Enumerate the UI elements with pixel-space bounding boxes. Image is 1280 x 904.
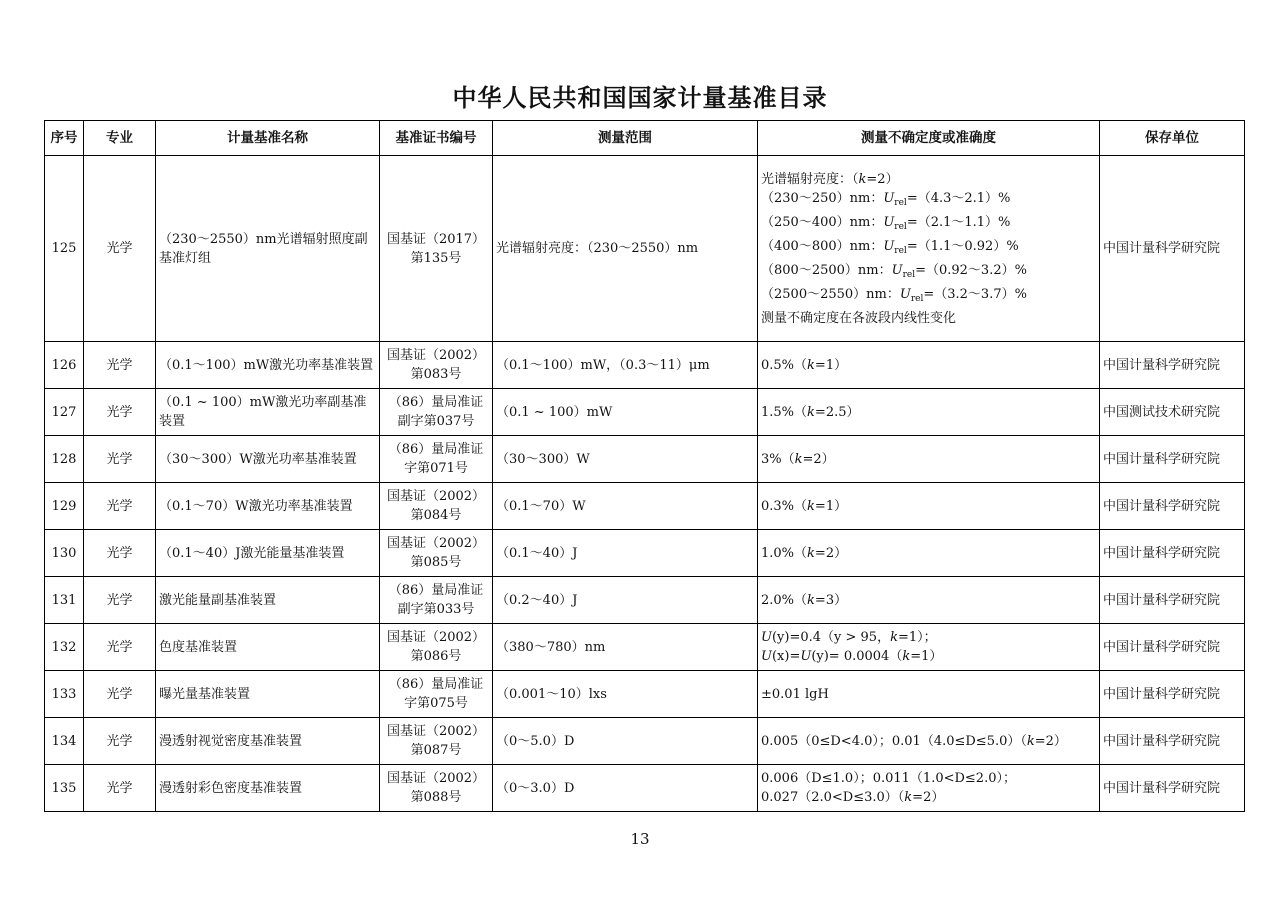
header-name: 计量基准名称 — [156, 121, 380, 156]
cell-no: 131 — [45, 577, 84, 624]
table-row — [45, 389, 1245, 436]
table-row — [45, 671, 1245, 718]
cell-uncertainty — [758, 389, 1100, 436]
header-cert: 基准证书编号 — [380, 121, 493, 156]
cell-name: （0.1～40）J激光能量基准装置 — [156, 530, 380, 577]
table-row — [45, 530, 1245, 577]
page-number: 13 — [630, 830, 650, 848]
cell-field: 光学 — [84, 671, 156, 718]
cell-uncertainty — [758, 577, 1100, 624]
standards-table — [44, 120, 1245, 812]
cell-cert: 国基证（2002）第088号 — [380, 765, 493, 812]
cell-range: （0.001～10）lxs — [493, 671, 758, 718]
cell-name: 曝光量基准装置 — [156, 671, 380, 718]
cell-no: 130 — [45, 530, 84, 577]
table-row — [45, 624, 1245, 671]
cell-range: （0～3.0）D — [493, 765, 758, 812]
cell-field: 光学 — [84, 389, 156, 436]
cell-name: 漫透射视觉密度基准装置 — [156, 718, 380, 765]
cell-no: 126 — [45, 342, 84, 389]
cell-uncertainty — [758, 671, 1100, 718]
cell-name: （0.1～100）mW激光功率基准装置 — [156, 342, 380, 389]
cell-uncertainty — [758, 624, 1100, 671]
uncertainty-line: （400～800）nm：$U_{rel}=(1.1\sim 0.92)\%$ — [761, 238, 1019, 256]
cell-range: （380～780）nm — [493, 624, 758, 671]
uncertainty-line: （2500～2550）nm：$U_{rel}=(3.2\sim 3.7)\%$ — [761, 286, 1027, 304]
cell-cert: （86）量局准证副字第037号 — [380, 389, 493, 436]
cell-uncertainty — [758, 765, 1100, 812]
cell-unit: 中国计量科学研究院 — [1100, 765, 1245, 812]
header-range: 测量范围 — [493, 121, 758, 156]
cell-cert: 国基证（2002）第087号 — [380, 718, 493, 765]
cell-cert: 国基证（2017）第135号 — [380, 156, 493, 342]
uncertainty-line: （250～400）nm：$U_{rel}=(2.1\sim 1.1)\%$ — [761, 214, 1011, 232]
cell-name: （0.1 ~ 100）mW激光功率副基准装置 — [156, 389, 380, 436]
cell-cert: （86）量局准证字第075号 — [380, 671, 493, 718]
cell-uncertainty — [758, 483, 1100, 530]
uncertainty-line: 0.027（2.0<D≤3.0）（k=2） — [761, 790, 945, 805]
cell-no: 133 — [45, 671, 84, 718]
table-row — [45, 156, 1245, 342]
cell-uncertainty — [758, 530, 1100, 577]
uncertainty-line: （230～250）nm：$U_{rel}=(4.3\sim 2.1)\%$ — [761, 190, 1011, 208]
cell-range: 光谱辐射亮度：（230～2550）nm — [493, 156, 758, 342]
cell-uncertainty — [758, 156, 1100, 342]
uncertainty-line: 测量不确定度在各波段内线性变化 — [761, 310, 957, 326]
cell-name: 激光能量副基准装置 — [156, 577, 380, 624]
uncertainty-line: （800～2500）nm：$U_{rel}=(0.92\sim 3.2)\%$ — [761, 262, 1027, 280]
cell-range: （0.1～100）mW，（0.3～11）μm — [493, 342, 758, 389]
cell-unit: 中国计量科学研究院 — [1100, 483, 1245, 530]
cell-name: 色度基准装置 — [156, 624, 380, 671]
cell-cert: 国基证（2002）第085号 — [380, 530, 493, 577]
cell-cert: 国基证（2002）第083号 — [380, 342, 493, 389]
page-title: 中华人民共和国国家计量基准目录 — [452, 84, 828, 112]
cell-cert: （86）量局准证字第071号 — [380, 436, 493, 483]
cell-unit: 中国计量科学研究院 — [1100, 342, 1245, 389]
cell-field: 光学 — [84, 624, 156, 671]
cell-cert: 国基证（2002）第084号 — [380, 483, 493, 530]
table-row — [45, 765, 1245, 812]
cell-unit: 中国测试技术研究院 — [1100, 389, 1245, 436]
cell-name: （30～300）W激光功率基准装置 — [156, 436, 380, 483]
cell-range: （0.1～70）W — [493, 483, 758, 530]
cell-cert: （86）量局准证副字第033号 — [380, 577, 493, 624]
header-uncertainty: 测量不确定度或准确度 — [758, 121, 1100, 156]
uncertainty-line: 0.005（0≤D<4.0）；0.01（4.0≤D≤5.0）（k=2） — [761, 733, 1067, 749]
uncertainty-line: 1.0%（k=2） — [761, 545, 848, 561]
cell-field: 光学 — [84, 765, 156, 812]
cell-field: 光学 — [84, 342, 156, 389]
cell-unit: 中国计量科学研究院 — [1100, 577, 1245, 624]
cell-no: 127 — [45, 389, 84, 436]
cell-range: （0.2～40）J — [493, 577, 758, 624]
header-row — [45, 121, 1245, 156]
cell-no: 134 — [45, 718, 84, 765]
header-unit: 保存单位 — [1100, 121, 1245, 156]
cell-no: 125 — [45, 156, 84, 342]
cell-no: 132 — [45, 624, 84, 671]
cell-field: 光学 — [84, 156, 156, 342]
uncertainty-line: 0.3%（k=1） — [761, 498, 848, 514]
table-row — [45, 483, 1245, 530]
cell-field: 光学 — [84, 483, 156, 530]
cell-uncertainty — [758, 718, 1100, 765]
cell-field: 光学 — [84, 718, 156, 765]
cell-unit: 中国计量科学研究院 — [1100, 436, 1245, 483]
cell-range: （0.1 ~ 100）mW — [493, 389, 758, 436]
cell-unit: 中国计量科学研究院 — [1100, 156, 1245, 342]
cell-name: （0.1～70）W激光功率基准装置 — [156, 483, 380, 530]
cell-name: 漫透射彩色密度基准装置 — [156, 765, 380, 812]
cell-field: 光学 — [84, 577, 156, 624]
uncertainty-line: 3%（k=2） — [761, 451, 835, 467]
cell-range: （30～300）W — [493, 436, 758, 483]
cell-no: 129 — [45, 483, 84, 530]
cell-no: 128 — [45, 436, 84, 483]
uncertainty-line: 光谱辐射亮度：（k=2） — [761, 171, 899, 187]
cell-unit: 中国计量科学研究院 — [1100, 671, 1245, 718]
cell-uncertainty — [758, 342, 1100, 389]
cell-field: 光学 — [84, 530, 156, 577]
header-no: 序号 — [45, 121, 84, 156]
cell-range: （0～5.0）D — [493, 718, 758, 765]
uncertainty-line: 0.5%（k=1） — [761, 357, 848, 373]
cell-no: 135 — [45, 765, 84, 812]
table-row — [45, 436, 1245, 483]
uncertainty-line: 1.5%（k=2.5） — [761, 404, 860, 420]
table-row — [45, 342, 1245, 389]
uncertainty-line: 0.006（D≤1.0）；0.011（1.0<D≤2.0）； — [761, 771, 1016, 786]
cell-name: （230～2550）nm光谱辐射照度副基准灯组 — [156, 156, 380, 342]
cell-cert: 国基证（2002）第086号 — [380, 624, 493, 671]
cell-unit: 中国计量科学研究院 — [1100, 718, 1245, 765]
cell-uncertainty — [758, 436, 1100, 483]
uncertainty-line: U(x)=U(y)= 0.0004（k=1） — [761, 649, 943, 664]
uncertainty-line: 2.0%（k=3） — [761, 592, 848, 608]
uncertainty-line: U(y)=0.4（y > 95，k=1）； — [761, 630, 937, 645]
cell-range: （0.1～40）J — [493, 530, 758, 577]
cell-field: 光学 — [84, 436, 156, 483]
cell-unit: 中国计量科学研究院 — [1100, 624, 1245, 671]
table-row — [45, 577, 1245, 624]
table-row — [45, 718, 1245, 765]
header-field: 专业 — [84, 121, 156, 156]
cell-unit: 中国计量科学研究院 — [1100, 530, 1245, 577]
uncertainty-line: ±0.01 lgH — [761, 686, 829, 702]
